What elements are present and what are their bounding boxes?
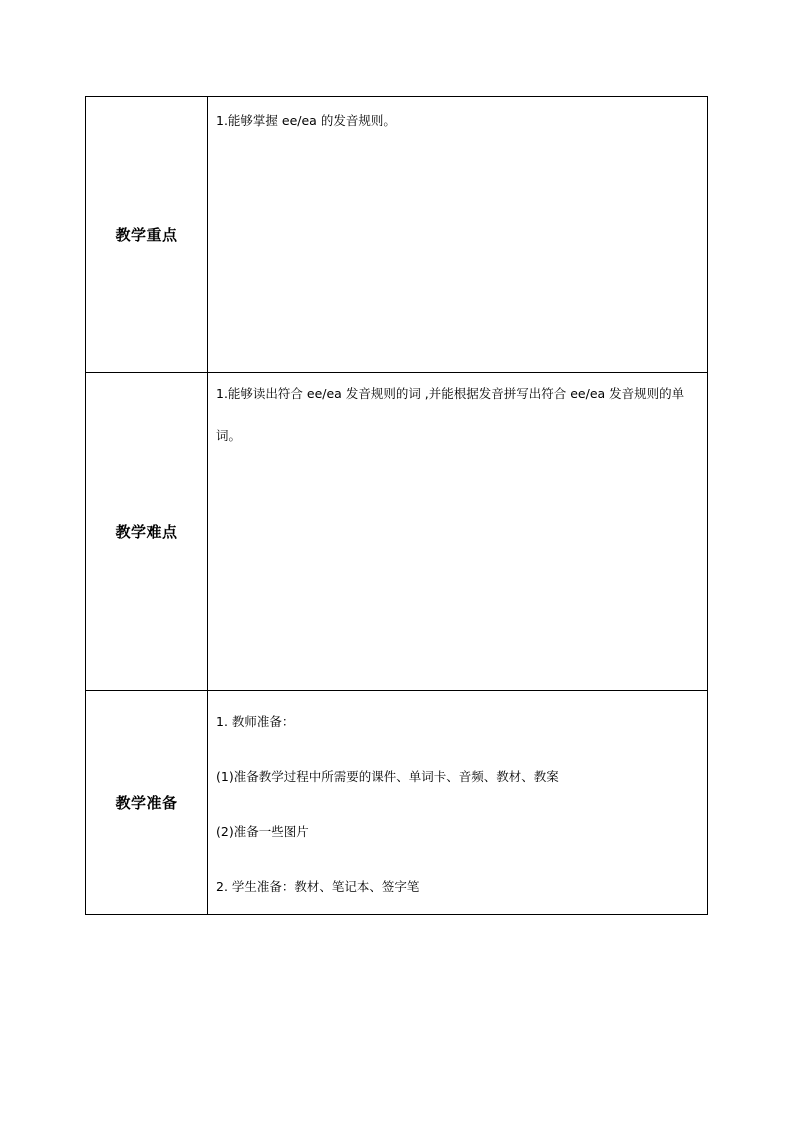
row-label: 教学难点 — [115, 523, 178, 541]
row-label-cell — [86, 691, 208, 915]
content-paragraph: 1. 教师准备： — [216, 714, 295, 729]
content-paragraph: 2. 学生准备：教材、笔记本、签字笔 — [216, 879, 420, 894]
row-label-cell — [86, 373, 208, 691]
table-row-difficulties — [86, 373, 708, 691]
row-label-cell — [86, 97, 208, 373]
table-row-preparation — [86, 691, 708, 915]
row-label: 教学重点 — [115, 226, 178, 244]
content-paragraph: 1.能够掌握 ee/ea 的发音规则。 — [216, 113, 396, 128]
lesson-plan-table — [85, 96, 708, 915]
row-content-cell — [208, 691, 708, 915]
content-paragraph: (2)准备一些图片 — [216, 824, 309, 839]
table-row-key-points — [86, 97, 708, 373]
row-content-cell — [208, 97, 708, 373]
preparation-list — [216, 691, 701, 914]
content-paragraph: (1)准备教学过程中所需要的课件、单词卡、音频、教材、教案 — [216, 769, 559, 784]
row-label: 教学准备 — [115, 794, 178, 812]
content-paragraph: 1.能够读出符合 ee/ea 发音规则的词 ,并能根据发音拼写出符合 ee/ea 发音规则的单词。 — [216, 386, 685, 443]
row-content-cell — [208, 373, 708, 691]
